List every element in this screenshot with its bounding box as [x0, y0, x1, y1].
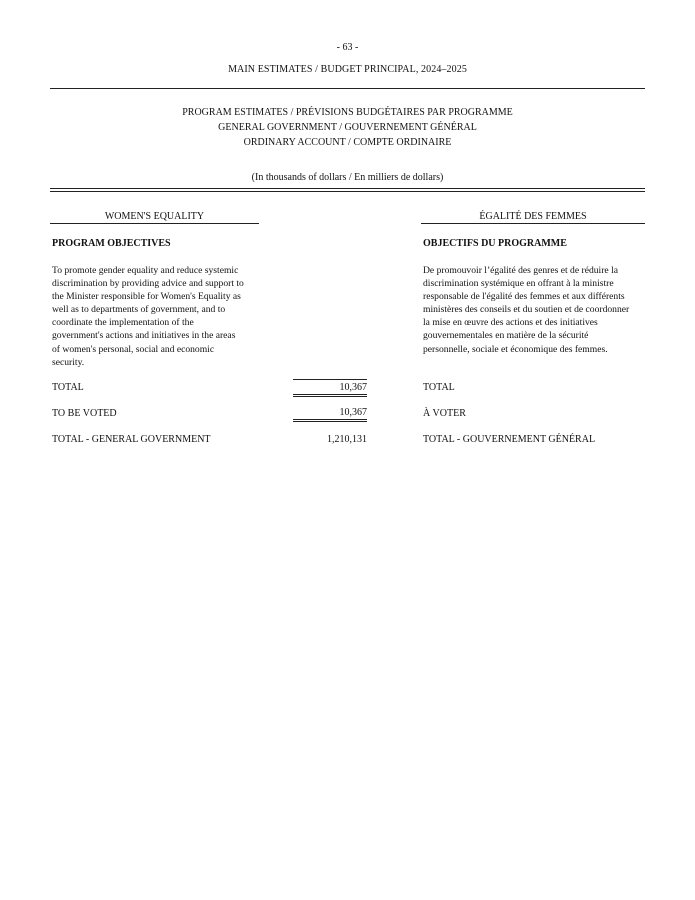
- total-amount: 10,367: [293, 379, 367, 397]
- objectives-line: personnelle, sociale et économique des femmes.: [423, 343, 608, 355]
- objectives-line: government's actions and initiatives in the areas: [52, 330, 236, 342]
- objectives-line: ministères des conseils et du soutien et de coordonner: [423, 304, 630, 316]
- objectives-heading-french: OBJECTIFS DU PROGRAMME: [423, 238, 567, 249]
- program-estimates-heading: PROGRAM ESTIMATES / PRÉVISIONS BUDGÉTAIRES PAR PROGRAMME: [182, 107, 513, 118]
- to-be-voted-label-french: À VOTER: [423, 408, 466, 419]
- objectives-line: la mise en œuvre des actions et des initiatives: [423, 317, 598, 329]
- objectives-line: discrimination systémique en offrant à la ministre: [423, 278, 614, 290]
- objectives-line: To promote gender equality and reduce systemic: [52, 265, 239, 276]
- objectives-line: the Minister responsible for Women's Equality as: [52, 291, 241, 303]
- objectives-heading-english: PROGRAM OBJECTIVES: [52, 238, 171, 249]
- objectives-line: security.: [52, 356, 85, 368]
- objectives-line: discrimination by providing advice and support to: [52, 278, 244, 290]
- to-be-voted-amount: 10,367: [293, 407, 367, 422]
- document-title: MAIN ESTIMATES / BUDGET PRINCIPAL, 2024–2025: [228, 64, 467, 75]
- total-label-french: TOTAL: [423, 382, 455, 393]
- objectives-line: of women's personal, social and economic: [52, 343, 215, 355]
- section-title-english: WOMEN'S EQUALITY: [50, 211, 259, 224]
- objectives-text-french: [423, 264, 658, 356]
- header-rule: [50, 88, 645, 89]
- to-be-voted-label-english: TO BE VOTED: [52, 408, 117, 419]
- total-label-english: TOTAL: [52, 382, 84, 393]
- total-general-government-amount: 1,210,131: [327, 434, 367, 445]
- objectives-line: De promouvoir l’égalité des genres et de réduire la: [423, 265, 618, 276]
- units-note: (In thousands of dollars / En milliers de dollars): [251, 172, 444, 183]
- objectives-line: coordinate the implementation of the: [52, 317, 194, 329]
- total-general-government-label-french: TOTAL - GOUVERNEMENT GÉNÉRAL: [423, 434, 596, 445]
- general-government-heading: GENERAL GOVERNMENT / GOUVERNEMENT GÉNÉRAL: [218, 122, 477, 133]
- objectives-line: gouvernementales en matière de la sécurité: [423, 330, 589, 342]
- objectives-line: responsable de l'égalité des femmes et aux différents: [423, 291, 625, 303]
- ordinary-account-heading: ORDINARY ACCOUNT / COMPTE ORDINAIRE: [243, 137, 452, 148]
- objectives-line: well as to departments of government, and to: [52, 304, 226, 316]
- units-double-rule: [50, 188, 645, 192]
- objectives-text-english: [52, 264, 282, 369]
- section-title-french: ÉGALITÉ DES FEMMES: [421, 211, 645, 224]
- total-general-government-label-english: TOTAL - GENERAL GOVERNMENT: [52, 434, 211, 445]
- page-number: - 63 -: [336, 42, 359, 53]
